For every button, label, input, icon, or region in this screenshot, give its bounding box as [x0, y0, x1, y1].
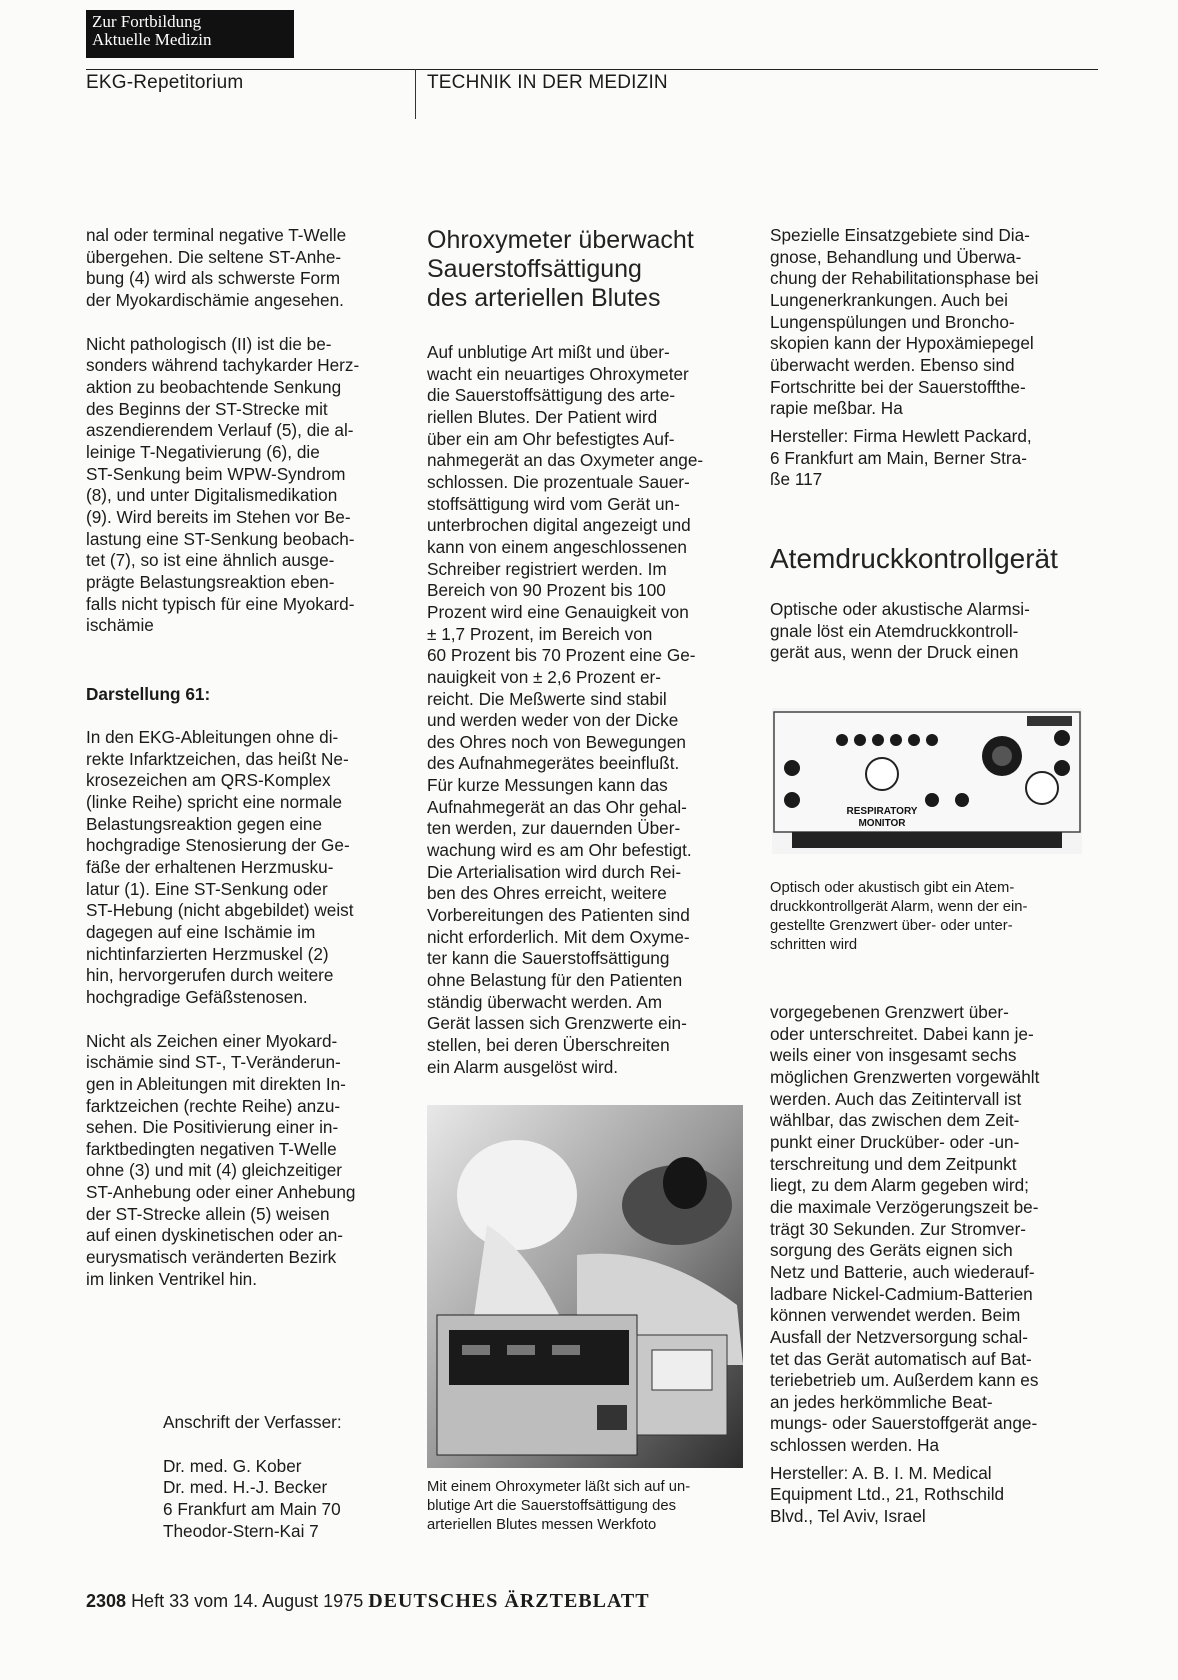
text-line: aszendierendem Verlauf (5), die al-	[86, 420, 354, 441]
col1-para-3	[86, 727, 399, 1009]
text-line: die Sauerstoffsättigung des arte-	[427, 385, 676, 406]
text-line: ständig überwacht werden. Am	[427, 991, 663, 1012]
text-line: ohne Belastung für den Patienten	[427, 970, 683, 991]
column-1-lower	[86, 727, 399, 1290]
text-line: Vorbereitungen des Patienten sind	[427, 905, 690, 926]
text-line: schlossen. Die prozentuale Sauer-	[427, 471, 690, 492]
col3-para-4	[770, 1002, 1082, 1457]
text-line: die maximale Verzögerungszeit be-	[770, 1196, 1039, 1217]
text-line: stoffsättigung wird vom Gerät un-	[427, 493, 680, 514]
oxymeter-photo-illustration	[427, 1105, 743, 1468]
text-line: des Aufnahmegerätes beeinflußt.	[427, 753, 680, 774]
text-line: schritten wird	[770, 937, 858, 953]
header-rule	[86, 69, 1098, 70]
text-line: lastung eine ST-Senkung beobach-	[86, 528, 355, 549]
text-line: krosezeichen am QRS-Komplex	[86, 770, 331, 791]
text-line: der ST-Strecke allein (5) weisen	[86, 1203, 330, 1224]
text-line: In den EKG-Ableitungen ohne di-	[86, 727, 339, 747]
text-line: skopien kann der Hypoxämiepegel	[770, 333, 1034, 354]
issue-info: Heft 33 vom 14. August 1975	[131, 1591, 364, 1611]
text-line: tet das Gerät automatisch auf Bat-	[770, 1348, 1032, 1369]
text-line: gerät aus, wenn der Druck einen	[770, 642, 1019, 663]
text-line: Nicht pathologisch (II) ist die be-	[86, 333, 332, 354]
text-line: Belastungsreaktion gegen eine	[86, 813, 323, 834]
header-left: EKG-Repetitorium	[86, 72, 244, 93]
author-address	[163, 1412, 403, 1542]
text-line: gen in Ableitungen mit direkten In-	[86, 1073, 346, 1094]
text-line: farktzeichen (rechte Reihe) anzu-	[86, 1095, 341, 1116]
oxymeter-caption	[427, 1478, 743, 1535]
text-line: ischämie sind ST-, T-Veränderun-	[86, 1052, 341, 1073]
column-1	[86, 225, 399, 637]
text-line: (8), und unter Digitalismedikation	[86, 485, 338, 506]
text-line: Spezielle Einsatzgebiete sind Dia-	[770, 225, 1030, 245]
text-line: Optisch oder akustisch gibt ein Atem-	[770, 880, 1015, 896]
col3-intro	[770, 599, 1082, 664]
respiratory-monitor-photo	[772, 708, 1082, 854]
text-line: riellen Blutes. Der Patient wird	[427, 406, 658, 427]
text-line: oder unterschreitet. Dabei kann je-	[770, 1023, 1034, 1044]
text-line: Bereich von 90 Prozent bis 100	[427, 580, 666, 601]
text-line: hochgradige Gefäßstenosen.	[86, 986, 308, 1007]
text-line: latur (1). Eine ST-Senkung oder	[86, 878, 328, 899]
page-number: 2308	[86, 1591, 127, 1611]
text-line: ter kann die Sauerstoffsättigung	[427, 948, 670, 969]
text-line: des arteriellen Blutes	[427, 284, 661, 312]
text-line: 6 Frankfurt am Main 70	[163, 1498, 341, 1519]
article-heading-oxymeter	[427, 226, 737, 313]
journal-name: DEUTSCHES ÄRZTEBLATT	[368, 1590, 650, 1612]
text-line: vorgegebenen Grenzwert über-	[770, 1002, 1009, 1022]
text-line: punkt einer Drucküber- oder -un-	[770, 1131, 1020, 1152]
text-line: werden. Auch das Zeitintervall ist	[770, 1088, 1022, 1109]
section-tag-line2: Aktuelle Medizin	[92, 30, 212, 49]
text-line: liegt, zu dem Alarm gegeben wird;	[770, 1175, 1029, 1196]
text-line: weils einer von insgesamt sechs	[770, 1045, 1017, 1066]
text-line: farktbedingten negativen T-Welle	[86, 1138, 337, 1159]
text-line: wacht ein neuartiges Ohroxymeter	[427, 363, 689, 384]
column-3	[770, 225, 1082, 491]
col3-para-5	[770, 1463, 1082, 1528]
text-line: Für kurze Messungen kann das	[427, 775, 668, 796]
col1-subheading: Darstellung 61:	[86, 684, 211, 704]
text-line: Ohroxymeter überwacht	[427, 226, 694, 254]
text-line: ST-Hebung (nicht abgebildet) weist	[86, 900, 354, 921]
text-line: trägt 30 Sekunden. Zur Stromver-	[770, 1218, 1027, 1239]
text-line: leinige T-Negativierung (6), die	[86, 441, 320, 462]
text-line: Dr. med. H.-J. Becker	[163, 1477, 328, 1498]
text-line: teriebetrieb um. Außerdem kann es	[770, 1370, 1039, 1391]
text-line: ST-Senkung beim WPW-Syndrom	[86, 463, 346, 484]
text-line: übergehen. Die seltene ST-Anhe-	[86, 246, 342, 267]
text-line: Dr. med. G. Kober	[163, 1455, 302, 1476]
text-line: dagegen auf eine Ischämie im	[86, 921, 316, 942]
text-line: unterbrochen digital angezeigt und	[427, 515, 691, 536]
text-line: Mit einem Ohroxymeter läßt sich auf un-	[427, 1479, 691, 1495]
text-line: Sauerstoffsättigung	[427, 255, 642, 283]
header-right: TECHNIK IN DER MEDIZIN	[427, 72, 668, 93]
text-line: Optische oder akustische Alarmsi-	[770, 599, 1030, 619]
text-line: eurysmatisch veränderten Bezirk	[86, 1247, 337, 1268]
text-line: Theodor-Stern-Kai 7	[163, 1520, 319, 1541]
text-line: wachung wird es am Ohr befestigt.	[427, 840, 692, 861]
text-line: reicht. Die Meßwerte sind stabil	[427, 688, 667, 709]
text-line: auf einen dyskinetischen oder an-	[86, 1225, 344, 1246]
device-label-2: MONITOR	[858, 818, 906, 829]
text-line: Die Arterialisation wird durch Rei-	[427, 861, 682, 882]
text-line: 6 Frankfurt am Main, Berner Stra-	[770, 447, 1027, 468]
text-line: hochgradige Stenosierung der Ge-	[86, 835, 350, 856]
text-line: nauigkeit von ± 2,6 Prozent er-	[427, 666, 661, 687]
text-line: Nicht als Zeichen einer Myokard-	[86, 1030, 338, 1051]
text-line: ± 1,7 Prozent, im Bereich von	[427, 623, 653, 644]
text-line: ischämie	[86, 615, 154, 636]
col3-para-2	[770, 426, 1082, 491]
col1-para-1	[86, 225, 399, 312]
text-line: der Myokardischämie angesehen.	[86, 289, 344, 310]
text-line: Hersteller: A. B. I. M. Medical	[770, 1462, 992, 1483]
text-line: stellen, bei deren Überschreiten	[427, 1035, 670, 1055]
text-line: Fortschritte bei der Sauerstoffthe-	[770, 376, 1026, 397]
column-2	[427, 342, 743, 1078]
text-line: gnose, Behandlung und Überwa-	[770, 246, 1022, 267]
text-line: gestellte Grenzwert über- oder unter-	[770, 918, 1013, 934]
respiratory-monitor-illustration	[772, 708, 1082, 854]
text-line: ein Alarm ausgelöst wird.	[427, 1056, 619, 1077]
text-line: nal oder terminal negative T-Welle	[86, 225, 347, 245]
text-line: Prozent wird eine Genauigkeit von	[427, 601, 689, 622]
text-line: ST-Anhebung oder einer Anhebung	[86, 1182, 356, 1203]
text-line: tet (7), so ist eine ähnlich ausge-	[86, 550, 335, 571]
text-line: gnale löst ein Atemdruckkontroll-	[770, 620, 1019, 641]
text-line: druckkontrollgerät Alarm, wenn der ein-	[770, 899, 1028, 915]
text-line: aktion zu beobachtende Senkung	[86, 376, 342, 397]
section-tag	[86, 10, 294, 58]
oxymeter-photo	[427, 1105, 743, 1468]
article-heading-monitor: Atemdruckkontrollgerät	[770, 543, 1058, 574]
text-line: Gerät lassen sich Grenzwerte ein-	[427, 1013, 687, 1034]
text-line: arteriellen Blutes messen Werkfoto	[427, 1517, 657, 1533]
text-line: über ein am Ohr befestigtes Auf-	[427, 428, 675, 449]
text-line: Lungenerkrankungen. Auch bei	[770, 289, 1008, 310]
text-line: überwacht werden. Ebenso sind	[770, 354, 1015, 375]
text-line: ohne (3) und mit (4) gleichzeitiger	[86, 1160, 343, 1181]
text-line: chung der Rehabilitationsphase bei	[770, 268, 1039, 289]
text-line: Blvd., Tel Aviv, Israel	[770, 1506, 926, 1527]
text-line: mungs- oder Sauerstoffgerät ange-	[770, 1413, 1038, 1434]
text-line: nicht erforderlich. Mit dem Oxyme-	[427, 926, 690, 947]
text-line: prägte Belastungsreaktion eben-	[86, 571, 335, 592]
author-address-title: Anschrift der Verfasser:	[163, 1412, 342, 1432]
author-address-lines	[163, 1456, 403, 1543]
text-line: Hersteller: Firma Hewlett Packard,	[770, 425, 1032, 446]
text-line: nichtinfarzierten Herzmuskel (2)	[86, 943, 329, 964]
header-divider	[415, 69, 416, 119]
text-line: (linke Reihe) spricht eine normale	[86, 791, 343, 812]
text-line: Schreiber registriert werden. Im	[427, 558, 667, 579]
text-line: des Ohres noch von Bewegungen	[427, 731, 686, 752]
section-tag-line1: Zur Fortbildung	[92, 12, 202, 31]
text-line: und werden weder von der Dicke	[427, 710, 679, 731]
text-line: im linken Ventrikel hin.	[86, 1268, 258, 1289]
text-line: ladbare Nickel-Cadmium-Batterien	[770, 1283, 1033, 1304]
text-line: können verwendet werden. Beim	[770, 1305, 1021, 1326]
text-line: Aufnahmegerät an das Ohr gehal-	[427, 796, 687, 817]
text-line: des Beginns der ST-Strecke mit	[86, 398, 328, 419]
text-line: sonders während tachykarder Herz-	[86, 355, 360, 376]
text-line: rapie meßbar. Ha	[770, 398, 903, 419]
text-line: bung (4) wird als schwerste Form	[86, 268, 341, 289]
col2-para-1	[427, 342, 743, 1078]
text-line: terschreitung und dem Zeitpunkt	[770, 1153, 1017, 1174]
text-line: blutige Art die Sauerstoffsättigung des	[427, 1498, 676, 1514]
text-line: nahmegerät an das Oxymeter ange-	[427, 450, 704, 471]
col3-para-1	[770, 225, 1082, 420]
monitor-caption	[770, 879, 1082, 955]
text-line: ten werden, zur dauernden Über-	[427, 818, 681, 839]
text-line: hin, hervorgerufen durch weitere	[86, 965, 334, 986]
page-footer	[86, 1590, 650, 1613]
text-line: wählbar, das zwischen dem Zeit-	[770, 1110, 1020, 1131]
text-line: 60 Prozent bis 70 Prozent eine Ge-	[427, 645, 696, 666]
text-line: Lungenspülungen und Broncho-	[770, 311, 1015, 332]
text-line: fäße der erhaltenen Herzmusku-	[86, 856, 334, 877]
text-line: sorgung des Geräts eignen sich	[770, 1240, 1013, 1261]
text-line: Equipment Ltd., 21, Rothschild	[770, 1484, 1005, 1505]
text-line: schlossen werden. Ha	[770, 1435, 940, 1456]
text-line: kann von einem angeschlossenen	[427, 536, 687, 557]
text-line: Netz und Batterie, auch wiederauf-	[770, 1261, 1035, 1282]
col3-para-3	[770, 599, 1082, 664]
text-line: Ausfall der Netzversorgung schal-	[770, 1326, 1028, 1347]
col1-para-2	[86, 334, 399, 637]
text-line: ben des Ohres erreicht, weitere	[427, 883, 667, 904]
text-line: Auf unblutige Art mißt und über-	[427, 342, 670, 362]
text-line: (9). Wird bereits im Stehen vor Be-	[86, 506, 351, 527]
text-line: rekte Infarktzeichen, das heißt Ne-	[86, 748, 349, 769]
device-label-1: RESPIRATORY	[846, 806, 918, 817]
col1-para-4	[86, 1031, 399, 1291]
text-line: ße 117	[770, 469, 823, 490]
text-line: falls nicht typisch für eine Myokard-	[86, 593, 355, 614]
text-line: sehen. Die Positivierung einer in-	[86, 1117, 339, 1138]
text-line: an jedes herkömmliche Beat-	[770, 1391, 993, 1412]
text-line: möglichen Grenzwerten vorgewählt	[770, 1066, 1040, 1087]
col3-lower	[770, 1002, 1082, 1528]
